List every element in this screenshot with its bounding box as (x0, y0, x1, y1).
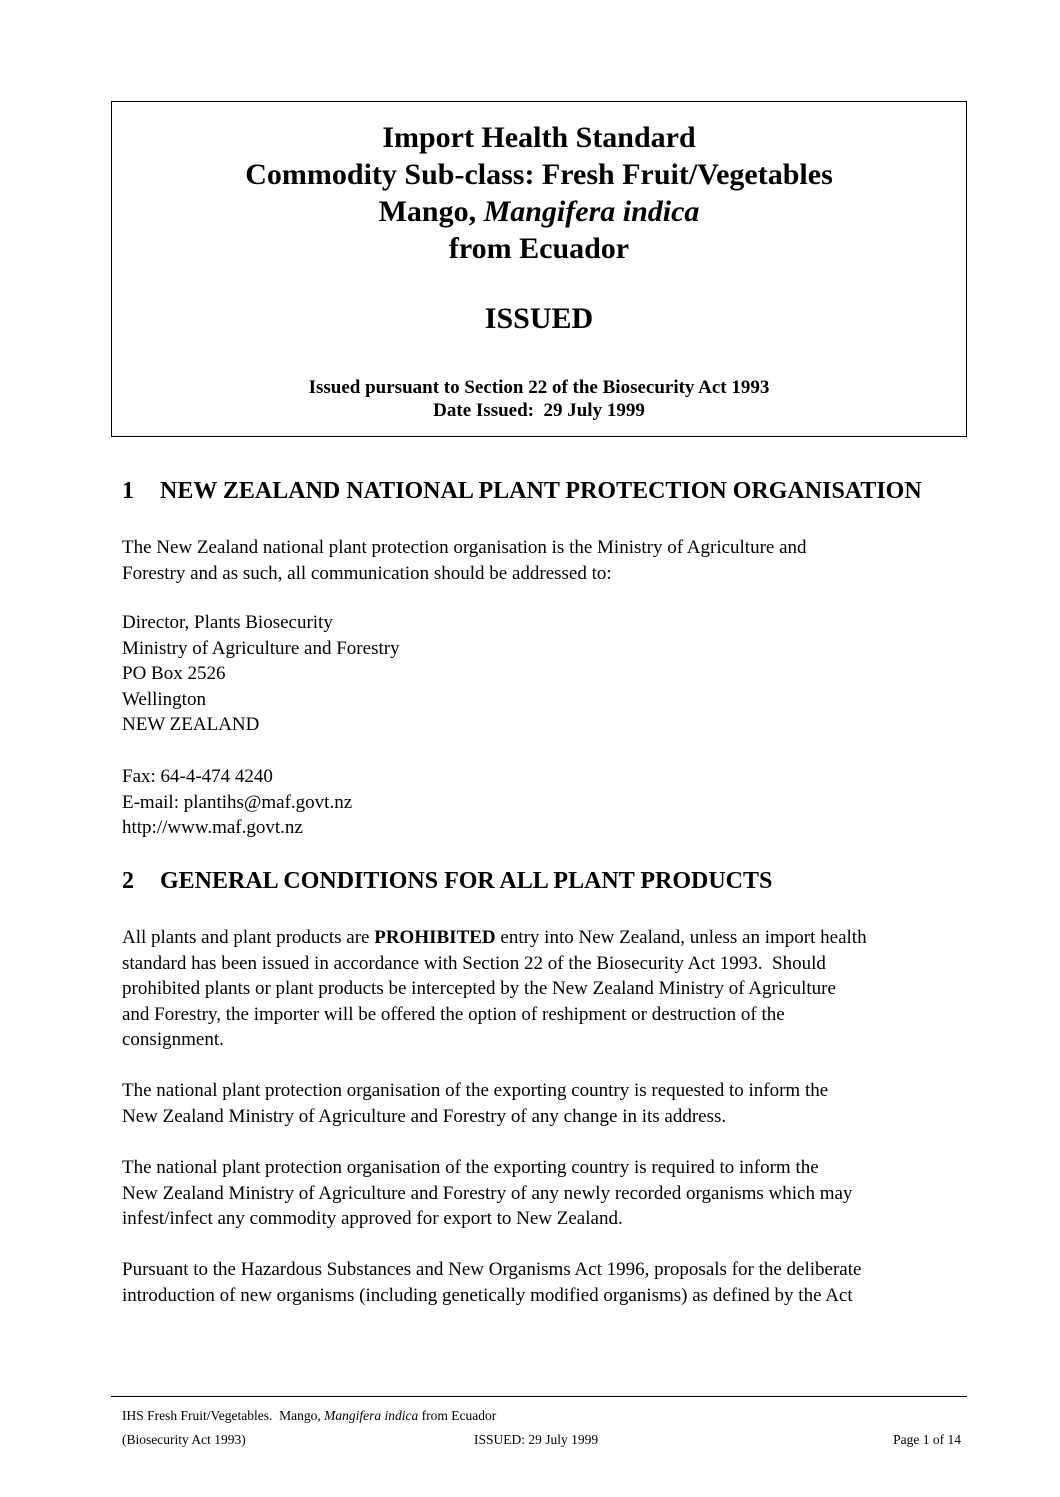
section-2-heading (122, 866, 772, 896)
text-line: introduction of new organisms (including genetically modified organisms) as defined by the Act (122, 1284, 853, 1306)
email-line: E-mail: plantihs@maf.govt.nz (122, 791, 353, 813)
website-line: http://www.maf.govt.nz (122, 817, 303, 839)
footer-issued-date: ISSUED: 29 July 1999 (474, 1432, 599, 1447)
address-line: Wellington (122, 688, 206, 710)
section-number: 2 (122, 868, 134, 894)
section-1-intro (122, 535, 972, 586)
address-line: Director, Plants Biosecurity (122, 612, 333, 633)
text-line: The New Zealand national plant protection organisation is the Ministry of Agriculture and (122, 537, 807, 558)
date-issued-line: Date Issued: 29 July 1999 (433, 400, 645, 421)
title-line-4: from Ecuador (448, 232, 630, 265)
text-run: All plants and plant products are (122, 927, 375, 948)
footer-act: (Biosecurity Act 1993) (122, 1432, 246, 1447)
section-2-paragraph-4 (122, 1257, 972, 1308)
text-line: prohibited plants or plant products be intercepted by the New Zealand Ministry of Agriculture (122, 978, 836, 1000)
text-line: consignment. (122, 1029, 224, 1051)
section-title: GENERAL CONDITIONS FOR ALL PLANT PRODUCTS (160, 868, 773, 894)
text-line: New Zealand Ministry of Agriculture and Forestry of any change in its address. (122, 1105, 727, 1127)
title-line-2: Commodity Sub-class: Fresh Fruit/Vegetables (245, 158, 833, 191)
text-line: Forestry and as such, all communication should be addressed to: (122, 562, 612, 584)
commodity-common-name: Mango, (378, 195, 484, 228)
status-heading: ISSUED (484, 302, 594, 335)
address-line: Ministry of Agriculture and Forestry (122, 637, 400, 659)
prohibited-emphasis: PROHIBITED (374, 927, 496, 948)
text-line: The national plant protection organisation of the exporting country is required to inform the (122, 1157, 819, 1178)
section-2-paragraph-1 (122, 925, 972, 1053)
page-number: Page 1 of 14 (893, 1432, 961, 1447)
footer-text: IHS Fresh Fruit/Vegetables. Mango, (122, 1408, 325, 1423)
section-title: NEW ZEALAND NATIONAL PLANT PROTECTION ORGANISATION (160, 478, 922, 504)
address-line: NEW ZEALAND (122, 714, 260, 736)
section-2-paragraph-2 (122, 1078, 972, 1129)
text-line: standard has been issued in accordance with Section 22 of the Biosecurity Act 1993. Should (122, 952, 826, 974)
text-run: entry into New Zealand, unless an import health (495, 927, 867, 948)
section-1-heading (122, 476, 922, 506)
commodity-scientific-name: Mangifera indica (483, 195, 700, 228)
title-box (111, 101, 967, 437)
text-line: New Zealand Ministry of Agriculture and Forestry of any newly recorded organisms which may (122, 1182, 853, 1204)
footer-document-title (122, 1408, 496, 1424)
pursuant-line: Issued pursuant to Section 22 of the Biosecurity Act 1993 (308, 377, 770, 398)
contact-details (122, 764, 972, 841)
section-number: 1 (122, 478, 134, 504)
text-line: The national plant protection organisation of the exporting country is requested to inform the (122, 1080, 829, 1101)
footer-scientific-name: Mangifera indica (324, 1408, 419, 1423)
text-line: and Forestry, the importer will be offered the option of reshipment or destruction of the (122, 1003, 785, 1025)
document-title (112, 119, 966, 267)
issuance-info (112, 376, 966, 422)
text-line: Pursuant to the Hazardous Substances and New Organisms Act 1996, proposals for the deliberate (122, 1259, 862, 1280)
section-2-paragraph-3 (122, 1155, 972, 1232)
fax-line: Fax: 64-4-474 4240 (122, 766, 273, 787)
footer-text: from Ecuador (418, 1408, 497, 1423)
text-line: infest/infect any commodity approved for export to New Zealand. (122, 1208, 623, 1230)
title-line-1: Import Health Standard (382, 121, 696, 154)
footer-divider (111, 1396, 967, 1397)
text-line (122, 925, 972, 951)
mailing-address (122, 610, 972, 738)
address-line: PO Box 2526 (122, 663, 226, 685)
title-line-3 (112, 193, 966, 230)
